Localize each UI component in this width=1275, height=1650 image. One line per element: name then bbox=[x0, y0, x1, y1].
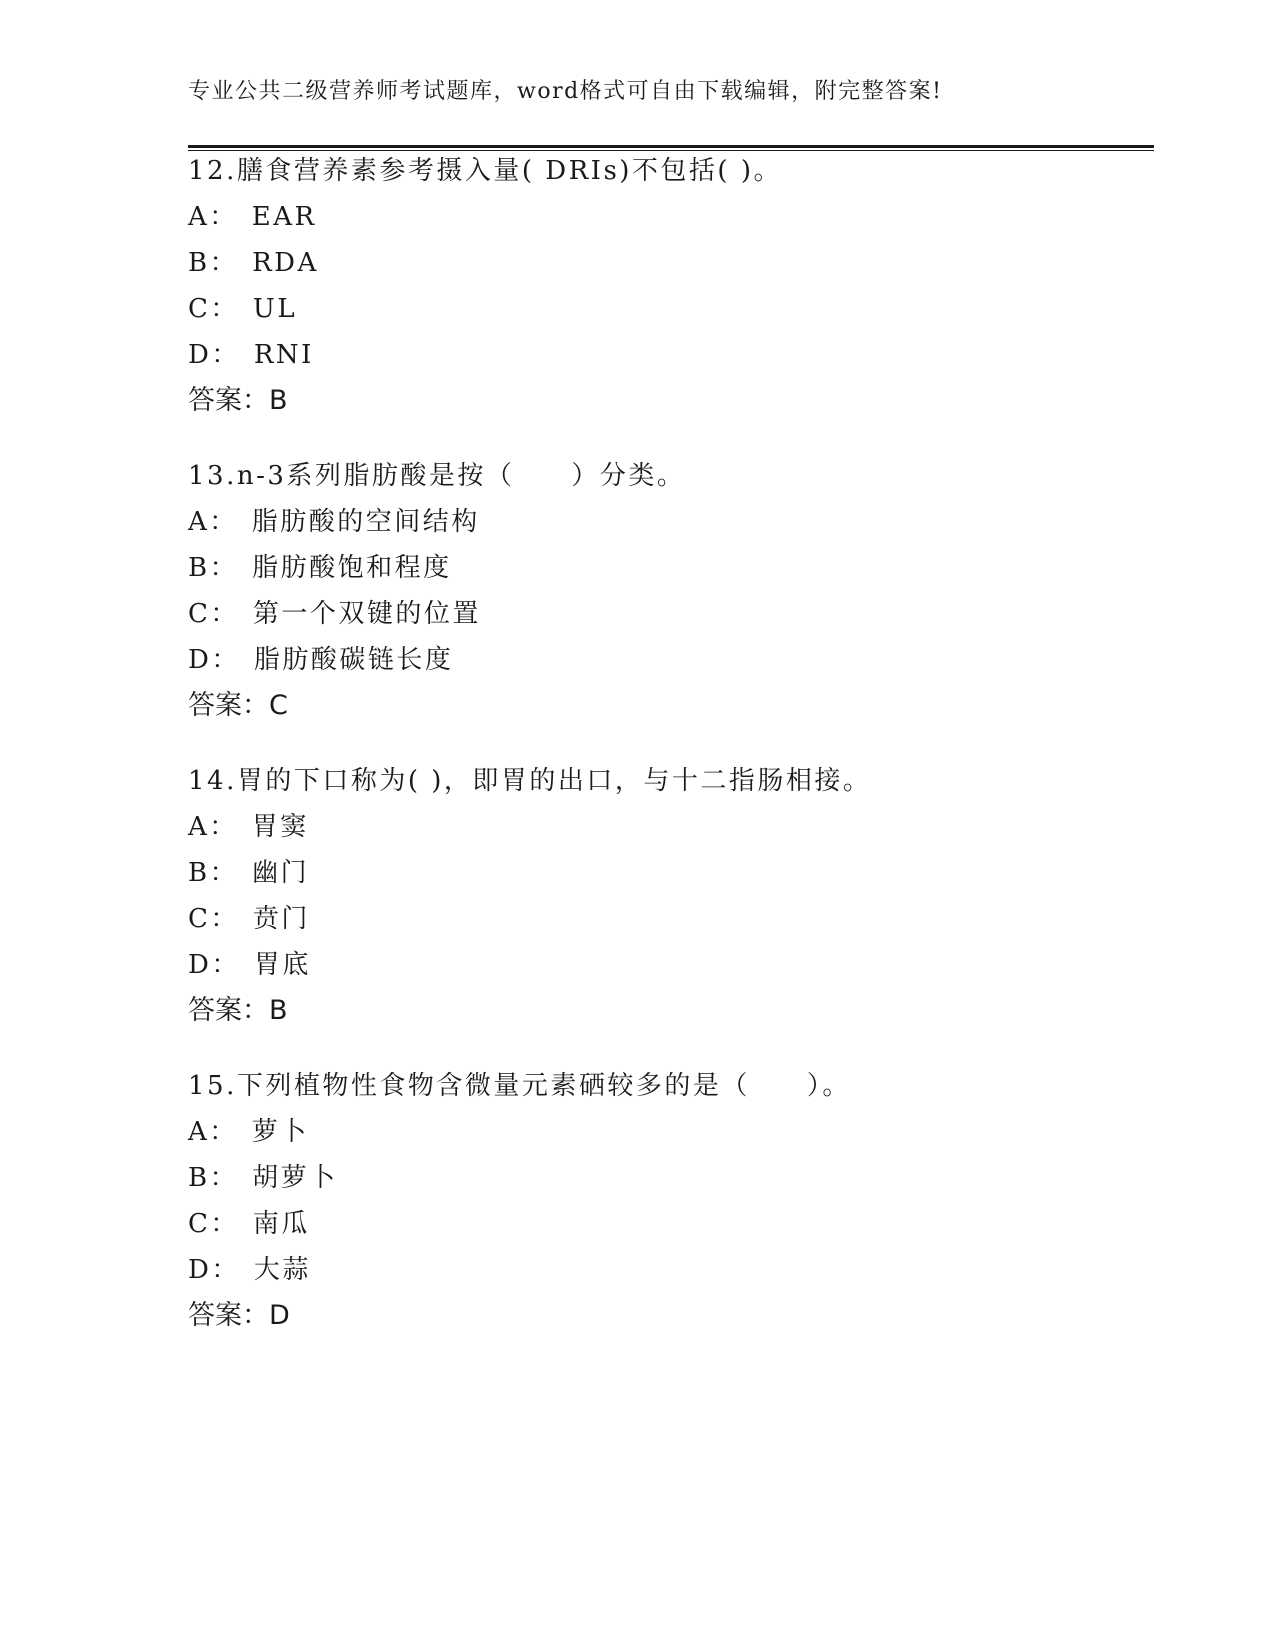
option-b bbox=[188, 553, 1148, 599]
option-a bbox=[188, 812, 1148, 858]
question-13 bbox=[188, 461, 1148, 737]
answer-line bbox=[188, 386, 1148, 432]
question-stem: 14.胃的下口称为( )，即胃的出口，与十二指肠相接。 bbox=[188, 766, 872, 796]
header-divider-thick bbox=[188, 145, 1154, 148]
answer-value: D bbox=[269, 1300, 290, 1331]
option-key: A： bbox=[188, 202, 238, 232]
option-b bbox=[188, 858, 1148, 904]
question-stem: 13.n-3系列脂肪酸是按（ ）分类。 bbox=[188, 461, 686, 491]
option-text: 脂肪酸碳链长度 bbox=[253, 645, 454, 675]
answer-label: 答案： bbox=[188, 995, 269, 1026]
answer-line bbox=[188, 691, 1148, 737]
answer-value: C bbox=[269, 690, 288, 721]
option-b bbox=[188, 248, 1148, 294]
option-text: EAR bbox=[251, 202, 317, 232]
option-text: 第一个双键的位置 bbox=[252, 599, 481, 629]
answer-value: B bbox=[269, 385, 288, 416]
option-text: RDA bbox=[252, 248, 319, 278]
option-key: B： bbox=[188, 553, 239, 583]
option-text: 胃窦 bbox=[251, 812, 309, 842]
option-key: D： bbox=[188, 645, 240, 675]
option-key: D： bbox=[188, 1255, 240, 1285]
option-c bbox=[188, 294, 1148, 340]
answer-label: 答案： bbox=[188, 690, 269, 721]
option-text: 胡萝卜 bbox=[252, 1163, 338, 1193]
option-a bbox=[188, 1117, 1148, 1163]
option-key: A： bbox=[188, 812, 238, 842]
option-key: D： bbox=[188, 340, 240, 370]
option-key: B： bbox=[188, 1163, 239, 1193]
option-c bbox=[188, 1209, 1148, 1255]
option-text: 南瓜 bbox=[252, 1209, 310, 1239]
option-key: D： bbox=[188, 950, 240, 980]
answer-label: 答案： bbox=[188, 1300, 269, 1331]
option-a bbox=[188, 202, 1148, 248]
answer-value: B bbox=[269, 995, 288, 1026]
question-12 bbox=[188, 156, 1148, 432]
option-d bbox=[188, 950, 1148, 996]
answer-label: 答案： bbox=[188, 385, 269, 416]
option-text: 脂肪酸的空间结构 bbox=[251, 507, 480, 537]
option-text: 胃底 bbox=[253, 950, 311, 980]
option-text: 萝卜 bbox=[251, 1117, 309, 1147]
answer-line bbox=[188, 1301, 1148, 1347]
option-text: RNI bbox=[253, 340, 314, 370]
question-stem: 15.下列植物性食物含微量元素硒较多的是（ ）。 bbox=[188, 1071, 851, 1101]
option-key: C： bbox=[188, 904, 239, 934]
option-text: 幽门 bbox=[252, 858, 310, 888]
option-c bbox=[188, 599, 1148, 645]
option-a bbox=[188, 507, 1148, 553]
option-key: B： bbox=[188, 248, 239, 278]
option-d bbox=[188, 645, 1148, 691]
option-key: B： bbox=[188, 858, 239, 888]
option-text: 脂肪酸饱和程度 bbox=[252, 553, 452, 583]
option-d bbox=[188, 1255, 1148, 1301]
question-15 bbox=[188, 1071, 1148, 1347]
option-text: 大蒜 bbox=[253, 1255, 311, 1285]
option-key: A： bbox=[188, 507, 238, 537]
answer-line bbox=[188, 996, 1148, 1042]
option-b bbox=[188, 1163, 1148, 1209]
header-divider-thin bbox=[188, 150, 1154, 151]
option-text: UL bbox=[252, 294, 298, 324]
option-key: C： bbox=[188, 1209, 239, 1239]
question-stem: 12.膳食营养素参考摄入量( DRIs)不包括( )。 bbox=[188, 156, 782, 186]
option-key: A： bbox=[188, 1117, 238, 1147]
option-key: C： bbox=[188, 294, 239, 324]
option-c bbox=[188, 904, 1148, 950]
option-text: 贲门 bbox=[252, 904, 310, 934]
option-key: C： bbox=[188, 599, 239, 629]
page-header: 专业公共二级营养师考试题库，word格式可自由下载编辑，附完整答案! bbox=[188, 79, 943, 104]
option-d bbox=[188, 340, 1148, 386]
question-14 bbox=[188, 766, 1148, 1042]
